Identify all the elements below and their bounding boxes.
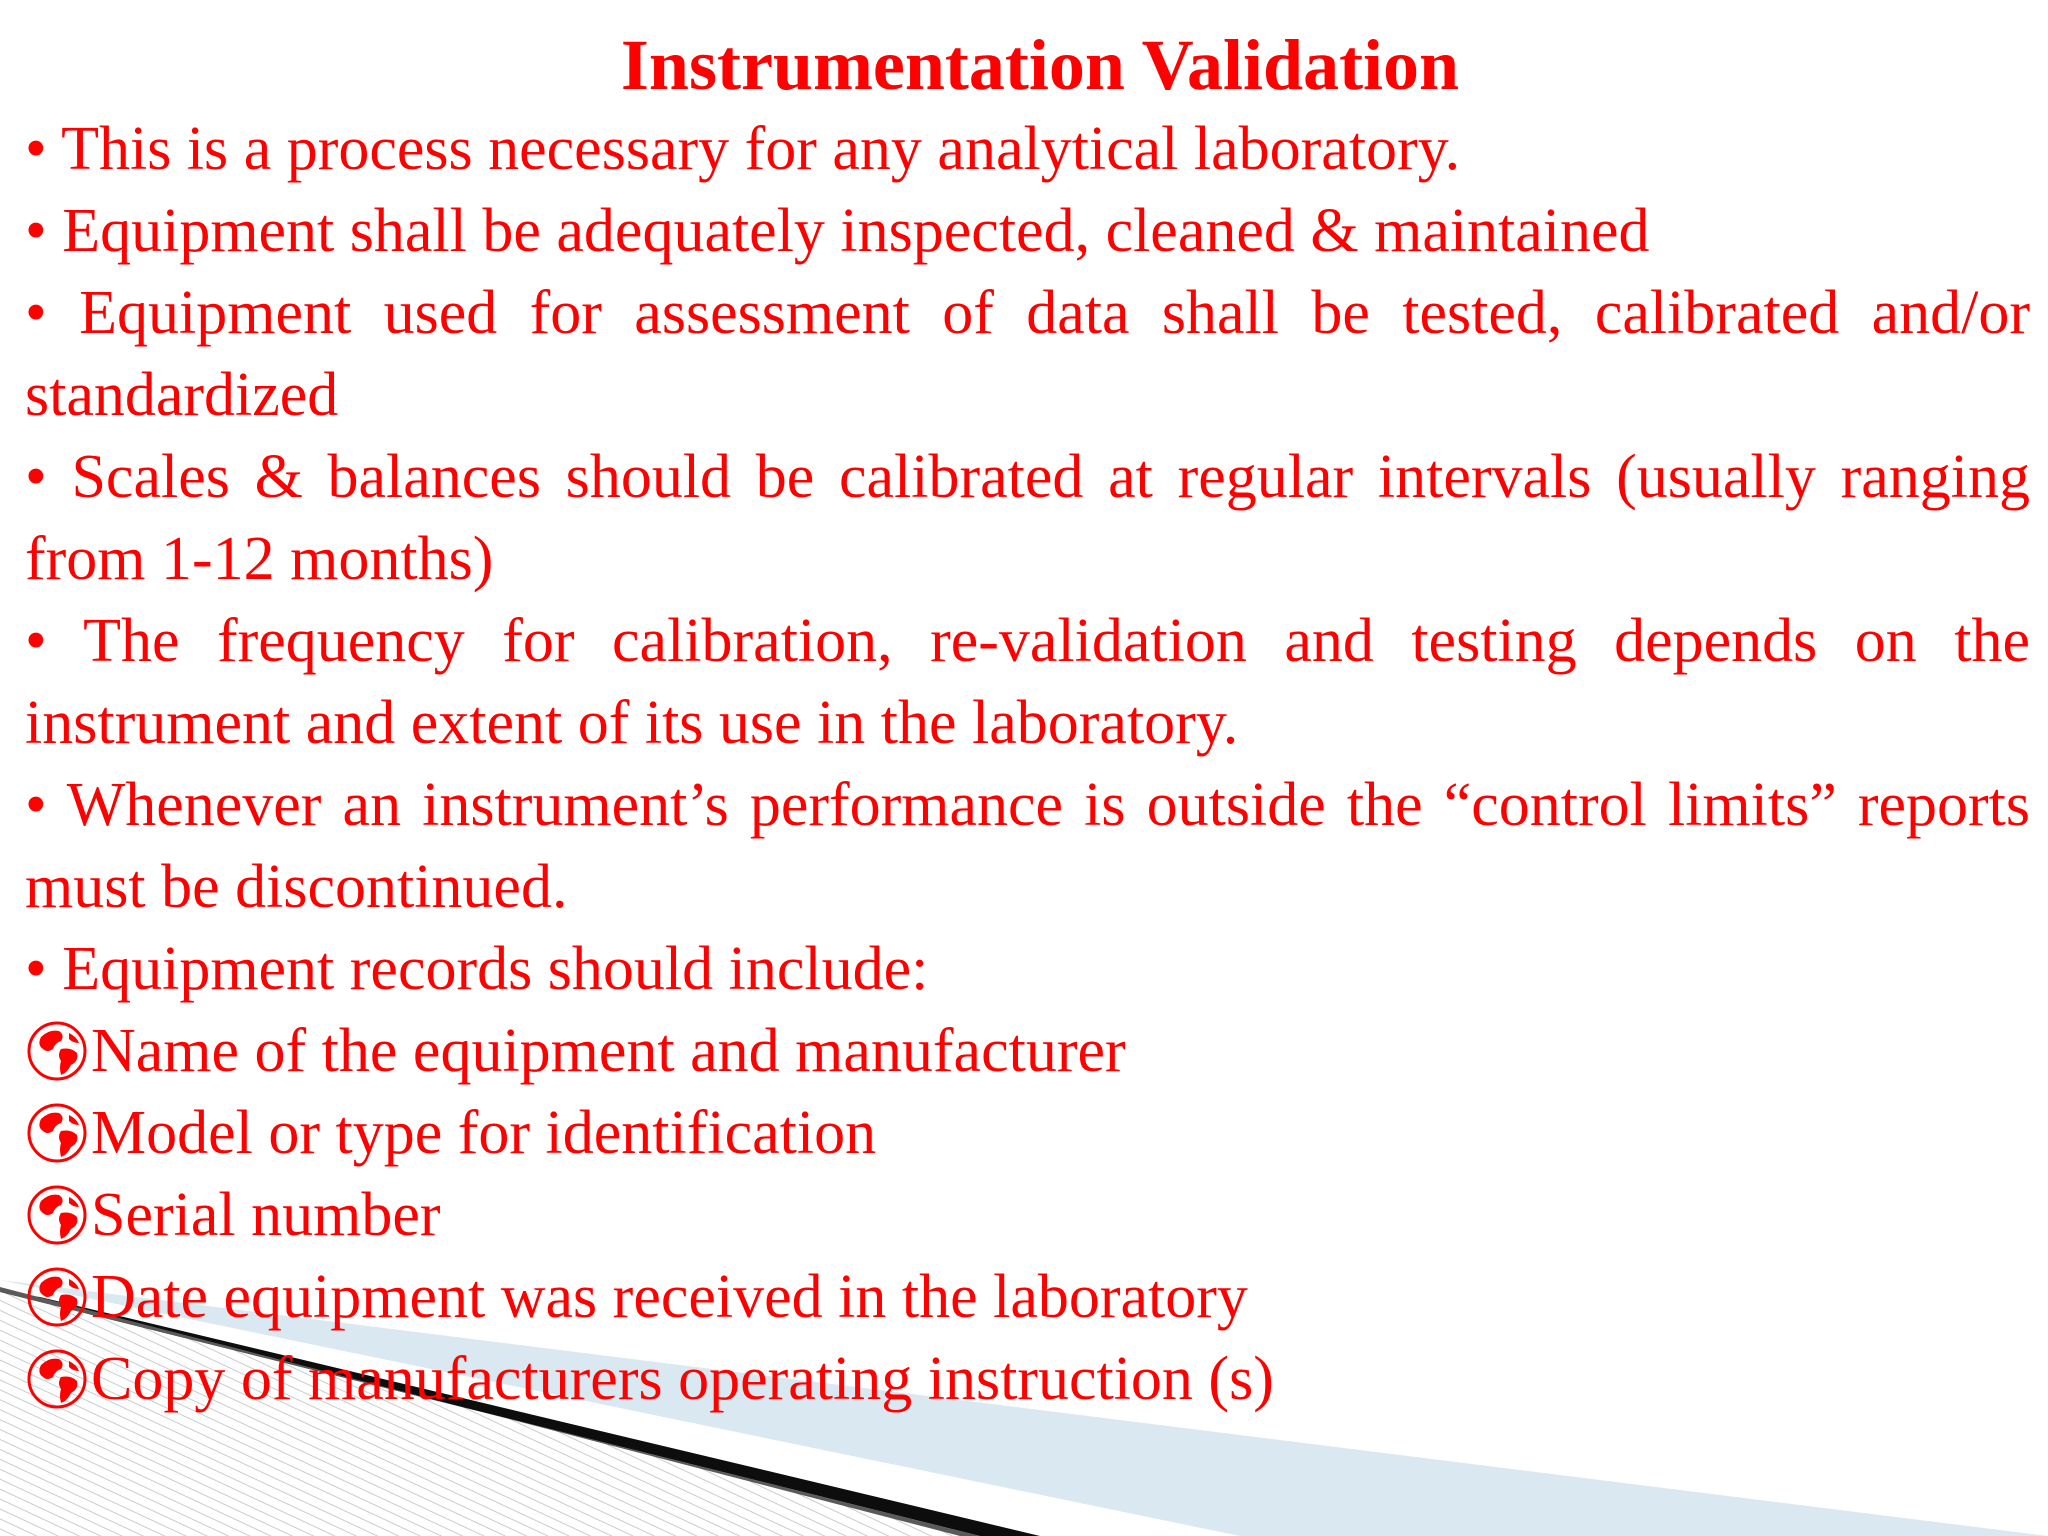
globe-icon bbox=[25, 1347, 89, 1411]
list-item-text: Name of the equipment and manufacturer bbox=[91, 1017, 1126, 1085]
bullet-text: The frequency for calibration, re-validation and testing depends on the instrument and extent of its use in the laboratory. bbox=[25, 607, 2030, 757]
list-item-text: Serial number bbox=[91, 1181, 441, 1249]
slide-content bbox=[25, 22, 2030, 1420]
bullet-item bbox=[25, 764, 2030, 928]
bullet-marker: • bbox=[25, 607, 47, 675]
bullet-marker: • bbox=[25, 279, 47, 347]
bullet-item bbox=[25, 436, 2030, 600]
globe-icon bbox=[25, 1019, 89, 1083]
list-item-text: Date equipment was received in the laboratory bbox=[91, 1263, 1248, 1331]
bullet-item bbox=[25, 190, 2030, 272]
bullet-text: Equipment used for assessment of data shall be tested, calibrated and/or standardized bbox=[25, 279, 2031, 429]
list-item bbox=[25, 1256, 2030, 1338]
bullet-text: Equipment records should include: bbox=[62, 935, 929, 1003]
list-item-text: Copy of manufacturers operating instruction (s) bbox=[91, 1345, 1274, 1413]
list-item-text: Model or type for identification bbox=[91, 1099, 877, 1167]
bullet-list bbox=[25, 108, 2030, 1010]
bullet-marker: • bbox=[25, 443, 47, 511]
bullet-marker: • bbox=[25, 935, 47, 1003]
bullet-item bbox=[25, 928, 2030, 1010]
bullet-text: Scales & balances should be calibrated at regular intervals (usually ranging from 1-12 months) bbox=[25, 443, 2030, 593]
bullet-marker: • bbox=[25, 197, 47, 265]
globe-icon bbox=[25, 1183, 89, 1247]
bullet-text: Equipment shall be adequately inspected, cleaned & maintained bbox=[62, 197, 1650, 265]
bullet-text: Whenever an instrument’s performance is outside the “control limits” reports must be discontinued. bbox=[25, 771, 2030, 921]
list-item bbox=[25, 1010, 2030, 1092]
bullet-item bbox=[25, 600, 2030, 764]
slide-title: Instrumentation Validation bbox=[620, 25, 1460, 105]
globe-icon bbox=[25, 1265, 89, 1329]
list-item bbox=[25, 1338, 2030, 1420]
list-item bbox=[25, 1174, 2030, 1256]
bullet-marker: • bbox=[25, 115, 47, 183]
bullet-item bbox=[25, 108, 2030, 190]
bullet-text: This is a process necessary for any analytical laboratory. bbox=[61, 115, 1461, 183]
bullet-item bbox=[25, 272, 2030, 436]
bullet-marker: • bbox=[25, 771, 47, 839]
equipment-record-list bbox=[25, 1010, 2030, 1420]
list-item bbox=[25, 1092, 2030, 1174]
globe-icon bbox=[25, 1101, 89, 1165]
